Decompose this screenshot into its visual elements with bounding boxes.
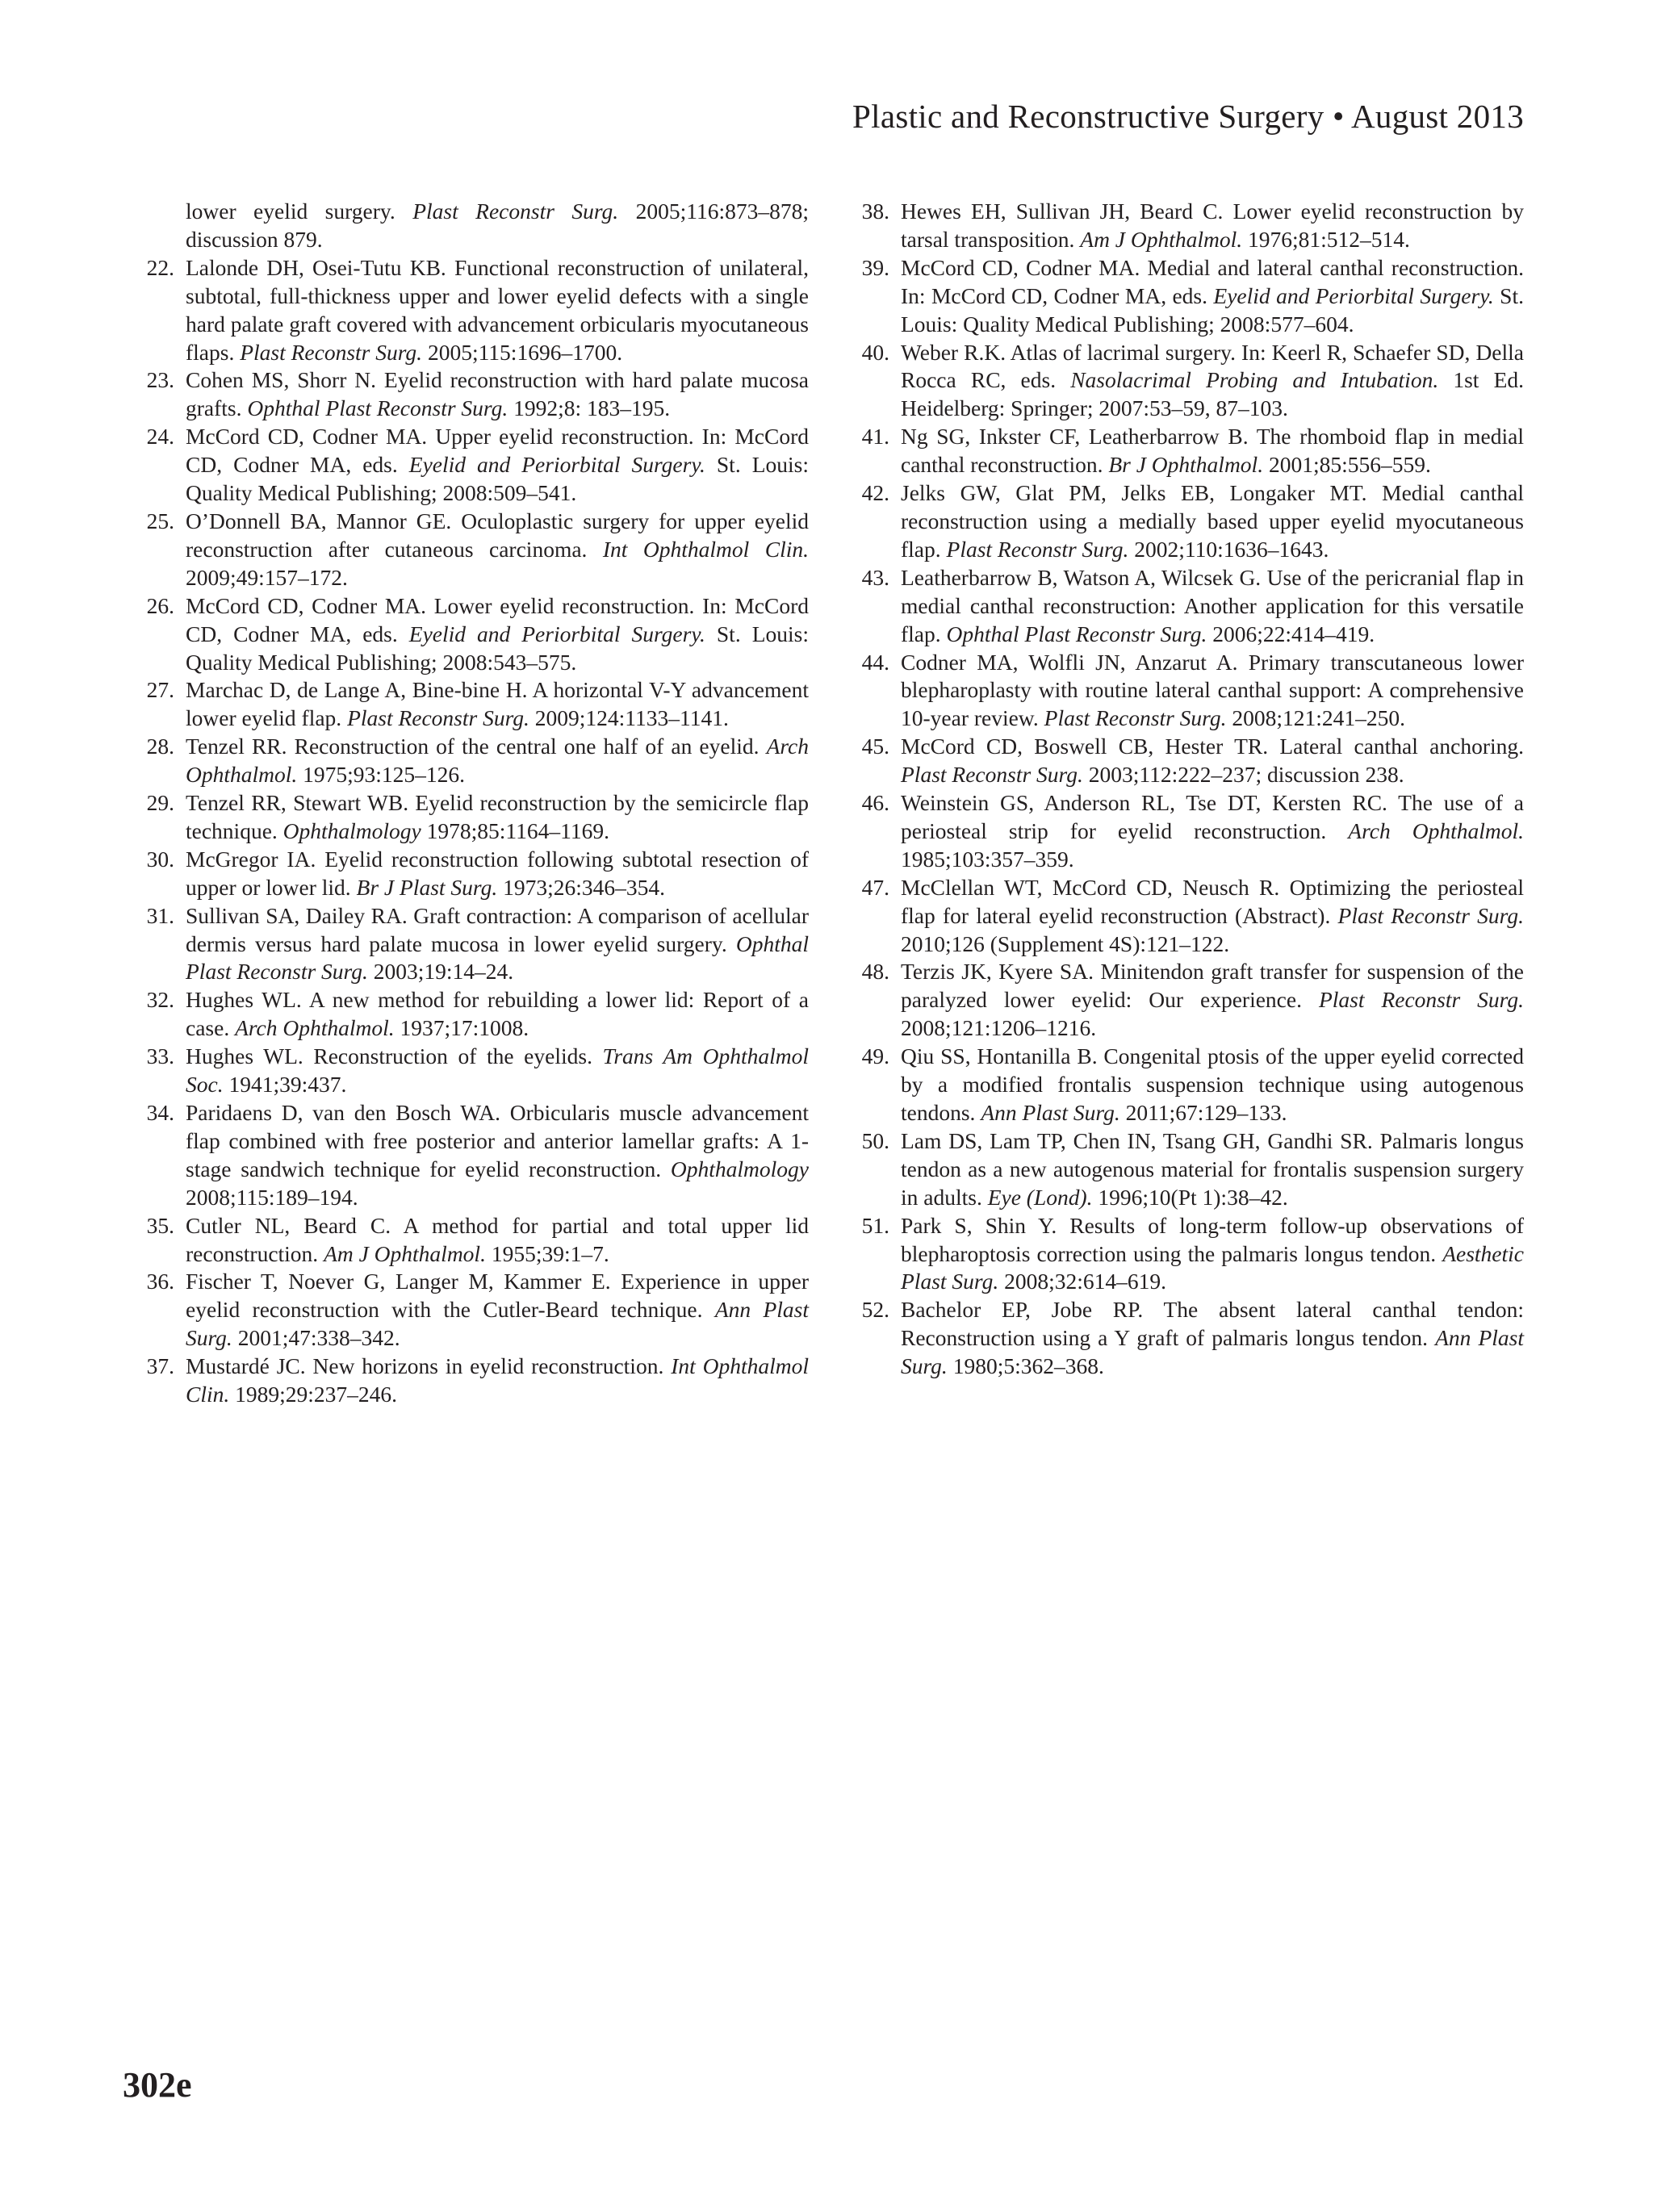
reference-number: 23. — [146, 367, 174, 393]
reference-segment: Hewes EH, Sullivan JH, Beard C. Lower eyelid reconstruction by tarsal transposition. — [901, 199, 1524, 252]
reference-segment: Sullivan SA, Dailey RA. Graft contraction: A comparison of acellular dermis versus hard palate mucosa in lower eyelid surgery. — [186, 902, 809, 956]
reference-text — [186, 1099, 809, 1212]
reference-segment: Terzis JK, Kyere SA. Minitendon graft transfer for suspension of the paralyzed lower eyelid: Our experience. — [901, 959, 1524, 1013]
reference-segment: 1992;8: 183–195. — [508, 395, 671, 421]
reference-segment: 2008;121:1206–1216. — [901, 1015, 1097, 1041]
reference-number: 45. — [861, 734, 889, 759]
reference-column-left — [129, 198, 809, 1409]
reference-segment: St. Louis: Quality Medical Publishing; 2008:543–575. — [186, 621, 809, 675]
reference-text — [186, 902, 809, 987]
reference-segment: 1976;81:512–514. — [1242, 226, 1410, 252]
reference-item — [844, 958, 1524, 1043]
reference-text — [901, 254, 1524, 339]
reference-segment: Hughes WL. Reconstruction of the eyelids. — [186, 1043, 603, 1069]
reference-segment: 2005;115:1696–1700. — [422, 339, 623, 365]
journal-title: Arch Ophthalmol. — [1348, 817, 1524, 843]
journal-title: Ophthal Plast Reconstr Surg. — [247, 395, 508, 421]
reference-segment: 1975;93:125–126. — [297, 762, 466, 788]
reference-text — [186, 986, 809, 1043]
reference-segment: 1st Ed. Heidelberg: Springer; 2007:53–59, 87–103. — [901, 367, 1524, 421]
reference-item — [129, 986, 809, 1043]
reference-number: 24. — [146, 424, 174, 450]
reference-number: 41. — [861, 424, 889, 450]
reference-segment: Fischer T, Noever G, Langer M, Kammer E. Experience in upper eyelid reconstruction with the Cutler-Beard technique. — [186, 1269, 809, 1323]
reference-segment: 1989;29:237–246. — [229, 1382, 398, 1407]
reference-segment: Hughes WL. A new method for rebuilding a lower lid: Report of a case. — [186, 987, 809, 1041]
reference-segment: McClellan WT, McCord CD, Neusch R. Optimizing the periosteal flap for lateral eyelid reconstruction (Abstract). — [901, 874, 1524, 928]
journal-title: Ann Plast Surg. — [186, 1297, 809, 1351]
reference-item — [844, 649, 1524, 734]
reference-number: 38. — [861, 199, 889, 224]
reference-number: 48. — [861, 959, 889, 985]
reference-segment: 2005;116:873–878; discussion 879. — [186, 199, 809, 252]
journal-title: Plast Reconstr Surg. — [347, 705, 529, 731]
reference-text — [901, 479, 1524, 564]
reference-number: 35. — [146, 1212, 174, 1238]
reference-segment: 2008;115:189–194. — [186, 1184, 358, 1210]
journal-title: Ophthalmology — [282, 817, 421, 843]
journal-title: Arch Ophthalmol. — [186, 734, 809, 788]
reference-number: 52. — [861, 1297, 889, 1323]
reference-segment: 1973;26:346–354. — [497, 874, 665, 900]
journal-title: Ophthal Plast Reconstr Surg. — [946, 621, 1207, 646]
reference-text — [901, 1043, 1524, 1127]
reference-number: 37. — [146, 1353, 174, 1379]
reference-item — [844, 1043, 1524, 1127]
reference-item — [844, 874, 1524, 959]
reference-segment: 2006;22:414–419. — [1207, 621, 1375, 646]
reference-item — [129, 733, 809, 789]
reference-text — [186, 676, 809, 733]
journal-title: Plast Reconstr Surg. — [946, 536, 1129, 562]
journal-title: Nasolacrimal Probing and Intubation. — [1070, 367, 1439, 393]
journal-title: Plast Reconstr Surg. — [901, 762, 1083, 788]
reference-item — [129, 846, 809, 902]
reference-segment: 2009;49:157–172. — [186, 564, 348, 590]
page-number: 302e — [123, 2065, 192, 2105]
journal-title: Eyelid and Periorbital Surgery. — [408, 452, 705, 478]
reference-number: 29. — [146, 790, 174, 816]
reference-segment: McCord CD, Boswell CB, Hester TR. Lateral canthal anchoring. — [901, 734, 1524, 759]
reference-segment: St. Louis: Quality Medical Publishing; 2008:577–604. — [901, 282, 1524, 337]
reference-number: 42. — [861, 480, 889, 506]
reference-item — [129, 1212, 809, 1269]
reference-number: 47. — [861, 874, 889, 900]
reference-segment: Tenzel RR, Stewart WB. Eyelid reconstruction by the semicircle flap technique. — [186, 790, 809, 843]
journal-title: Ophthal Plast Reconstr Surg. — [186, 930, 809, 985]
reference-segment: Cohen MS, Shorr N. Eyelid reconstruction with hard palate mucosa grafts. — [186, 367, 809, 421]
journal-title: Eyelid and Periorbital Surgery. — [1213, 282, 1494, 308]
reference-item — [129, 789, 809, 846]
reference-segment: 2003;112:222–237; discussion 238. — [1082, 762, 1404, 788]
journal-title: Int Ophthalmol Clin. — [186, 1353, 809, 1407]
reference-number: 31. — [146, 902, 174, 928]
reference-item — [129, 423, 809, 508]
reference-text — [901, 958, 1524, 1043]
reference-segment: 2010;126 (Supplement 4S):121–122. — [901, 930, 1230, 956]
reference-segment: Marchac D, de Lange A, Bine-bine H. A horizontal V-Y advancement lower eyelid flap. — [186, 677, 809, 731]
reference-text — [186, 254, 809, 367]
reference-number: 26. — [146, 592, 174, 618]
reference-segment: Jelks GW, Glat PM, Jelks EB, Longaker MT. Medial canthal reconstruction using a medially based upper eyelid myocutaneous flap. — [901, 480, 1524, 562]
reference-number: 28. — [146, 734, 174, 759]
reference-item — [844, 1212, 1524, 1297]
reference-text — [901, 198, 1524, 254]
reference-segment: 1955;39:1–7. — [485, 1240, 609, 1266]
reference-segment: 1941;39:437. — [223, 1072, 347, 1098]
running-header: Plastic and Reconstructive Surgery • August 2013 — [852, 98, 1524, 135]
reference-number: 43. — [861, 564, 889, 590]
reference-text — [901, 733, 1524, 789]
reference-text — [186, 1268, 809, 1353]
reference-segment: 2008;121:241–250. — [1226, 705, 1406, 731]
reference-segment: Cutler NL, Beard C. A method for partial and total upper lid reconstruction. — [186, 1212, 809, 1266]
reference-text — [186, 1353, 809, 1409]
reference-segment: Lam DS, Lam TP, Chen IN, Tsang GH, Gandhi SR. Palmaris longus tendon as a new autogenous material for frontalis suspension surgery in adults. — [901, 1127, 1524, 1210]
reference-item — [844, 423, 1524, 479]
reference-segment: Bachelor EP, Jobe RP. The absent lateral canthal tendon: Reconstruction using a Y graft of palmaris longus tendon. — [901, 1297, 1524, 1351]
reference-text — [901, 649, 1524, 734]
reference-segment: Ng SG, Inkster CF, Leatherbarrow B. The rhomboid flap in medial canthal reconstruction. — [901, 424, 1524, 478]
reference-number: 46. — [861, 790, 889, 816]
reference-item — [129, 1353, 809, 1409]
reference-number: 33. — [146, 1043, 174, 1069]
reference-item — [844, 733, 1524, 789]
journal-title: Plast Reconstr Surg. — [412, 199, 619, 224]
reference-text — [186, 1043, 809, 1099]
reference-number: 27. — [146, 677, 174, 703]
reference-item — [129, 1099, 809, 1212]
journal-title: Br J Ophthalmol. — [1108, 452, 1264, 478]
reference-number: 39. — [861, 254, 889, 280]
reference-item — [129, 254, 809, 367]
reference-segment: Mustardé JC. New horizons in eyelid reconstruction. — [186, 1353, 672, 1379]
reference-segment: Weber R.K. Atlas of lacrimal surgery. In: Keerl R, Schaefer SD, Della Rocca RC, eds. — [901, 339, 1524, 393]
reference-item — [129, 198, 809, 254]
reference-segment: Leatherbarrow B, Watson A, Wilcsek G. Use of the pericranial flap in medial canthal reconstruction: Another application for this versatile flap. — [901, 564, 1524, 646]
reference-item — [129, 508, 809, 592]
reference-segment: 2009;124:1133–1141. — [529, 705, 729, 731]
journal-title: Trans Am Ophthalmol Soc. — [186, 1043, 809, 1098]
reference-text — [186, 366, 809, 423]
journal-title: Am J Ophthalmol. — [324, 1240, 486, 1266]
journal-title: Ann Plast Surg. — [981, 1100, 1120, 1125]
reference-number: 34. — [146, 1100, 174, 1125]
reference-item — [844, 1127, 1524, 1212]
reference-segment: 2008;32:614–619. — [998, 1269, 1166, 1294]
reference-segment: McCord CD, Codner MA. Medial and lateral canthal reconstruction. In: McCord CD, Codner MA, eds. — [901, 254, 1524, 308]
reference-item — [129, 592, 809, 677]
journal-title: Eye (Lond). — [987, 1184, 1093, 1210]
reference-number: 32. — [146, 987, 174, 1013]
reference-segment: McCord CD, Codner MA. Upper eyelid reconstruction. In: McCord CD, Codner MA, eds. — [186, 424, 809, 478]
reference-text — [901, 564, 1524, 649]
reference-text — [901, 1296, 1524, 1381]
reference-item — [129, 676, 809, 733]
reference-segment: Qiu SS, Hontanilla B. Congenital ptosis of the upper eyelid corrected by a modified frontalis suspension technique using autogenous tendons. — [901, 1043, 1524, 1125]
journal-title: Ann Plast Surg. — [901, 1325, 1524, 1379]
reference-item — [844, 1296, 1524, 1381]
reference-segment: Tenzel RR. Reconstruction of the central one half of an eyelid. — [186, 734, 767, 759]
reference-segment: McCord CD, Codner MA. Lower eyelid reconstruction. In: McCord CD, Codner MA, eds. — [186, 592, 809, 646]
reference-number: 22. — [146, 254, 174, 280]
reference-text — [186, 592, 809, 677]
reference-item — [844, 339, 1524, 424]
reference-text — [186, 508, 809, 592]
reference-segment: 1985;103:357–359. — [901, 846, 1074, 872]
reference-item — [844, 789, 1524, 874]
journal-title: Ophthalmology — [670, 1156, 809, 1181]
reference-item — [129, 366, 809, 423]
journal-title: Am J Ophthalmol. — [1080, 226, 1243, 252]
reference-segment: Codner MA, Wolfli JN, Anzarut A. Primary transcutaneous lower blepharoplasty with routine lateral canthal support: A comprehensive 10-year review. — [901, 649, 1524, 731]
journal-title: Br J Plast Surg. — [356, 874, 498, 900]
reference-text — [901, 1127, 1524, 1212]
journal-title: Plast Reconstr Surg. — [1337, 902, 1524, 928]
reference-segment: Weinstein GS, Anderson RL, Tse DT, Kersten RC. The use of a periosteal strip for eyelid reconstruction. — [901, 790, 1524, 843]
reference-text — [186, 733, 809, 789]
reference-text — [901, 789, 1524, 874]
journal-title: Eyelid and Periorbital Surgery. — [408, 621, 705, 646]
reference-item — [844, 479, 1524, 564]
reference-segment: McGregor IA. Eyelid reconstruction following subtotal resection of upper or lower lid. — [186, 846, 809, 900]
reference-text — [186, 1212, 809, 1269]
reference-segment: 1937;17:1008. — [394, 1015, 529, 1041]
reference-item — [844, 254, 1524, 339]
reference-segment: 1996;10(Pt 1):38–42. — [1092, 1184, 1288, 1210]
reference-segment: 2003;19:14–24. — [367, 959, 514, 985]
reference-number: 36. — [146, 1269, 174, 1294]
reference-text — [186, 789, 809, 846]
reference-text — [901, 1212, 1524, 1297]
journal-title: Plast Reconstr Surg. — [240, 339, 423, 365]
reference-segment: 2001;47:338–342. — [232, 1325, 400, 1351]
reference-number: 50. — [861, 1127, 889, 1153]
reference-text — [901, 339, 1524, 424]
reference-segment: 1980;5:362–368. — [947, 1353, 1104, 1379]
reference-item — [844, 564, 1524, 649]
reference-number: 51. — [861, 1212, 889, 1238]
reference-number: 30. — [146, 846, 174, 872]
reference-segment: 2002;110:1636–1643. — [1128, 536, 1329, 562]
reference-number: 44. — [861, 649, 889, 675]
reference-number: 49. — [861, 1043, 889, 1069]
reference-text — [186, 423, 809, 508]
reference-segment: Paridaens D, van den Bosch WA. Orbicularis muscle advancement flap combined with free posterior and anterior lamellar grafts: A 1-stage sandwich technique for eyelid reconstruction. — [186, 1100, 809, 1181]
reference-segment: St. Louis: Quality Medical Publishing; 2008:509–541. — [186, 452, 809, 506]
reference-column-right — [844, 198, 1524, 1381]
reference-text — [186, 198, 809, 254]
reference-segment: lower eyelid surgery. — [186, 199, 413, 224]
journal-title: Arch Ophthalmol. — [235, 1015, 395, 1041]
reference-item — [844, 198, 1524, 254]
reference-segment: 1978;85:1164–1169. — [421, 817, 610, 843]
reference-number: 40. — [861, 339, 889, 365]
reference-text — [186, 846, 809, 902]
reference-segment: Park S, Shin Y. Results of long-term follow-up observations of blepharoptosis correction using the palmaris longus tendon. — [901, 1212, 1524, 1266]
reference-text — [901, 874, 1524, 959]
reference-segment: 2001;85:556–559. — [1263, 452, 1431, 478]
reference-segment: O’Donnell BA, Mannor GE. Oculoplastic surgery for upper eyelid reconstruction after cutaneous carcinoma. — [186, 508, 809, 562]
journal-title: Plast Reconstr Surg. — [1318, 987, 1524, 1013]
reference-item — [129, 1268, 809, 1353]
reference-number: 25. — [146, 508, 174, 533]
journal-title: Aesthetic Plast Surg. — [901, 1240, 1524, 1294]
reference-segment: 2011;67:129–133. — [1119, 1100, 1287, 1125]
reference-item — [129, 1043, 809, 1099]
reference-item — [129, 902, 809, 987]
journal-title: Int Ophthalmol Clin. — [602, 536, 809, 562]
journal-title: Plast Reconstr Surg. — [1044, 705, 1227, 731]
reference-segment: Lalonde DH, Osei-Tutu KB. Functional reconstruction of unilateral, subtotal, full-thickness upper and lower eyelid defects with a single hard palate graft covered with advancement orbicularis myocutaneous flaps. — [186, 254, 809, 365]
reference-text — [901, 423, 1524, 479]
